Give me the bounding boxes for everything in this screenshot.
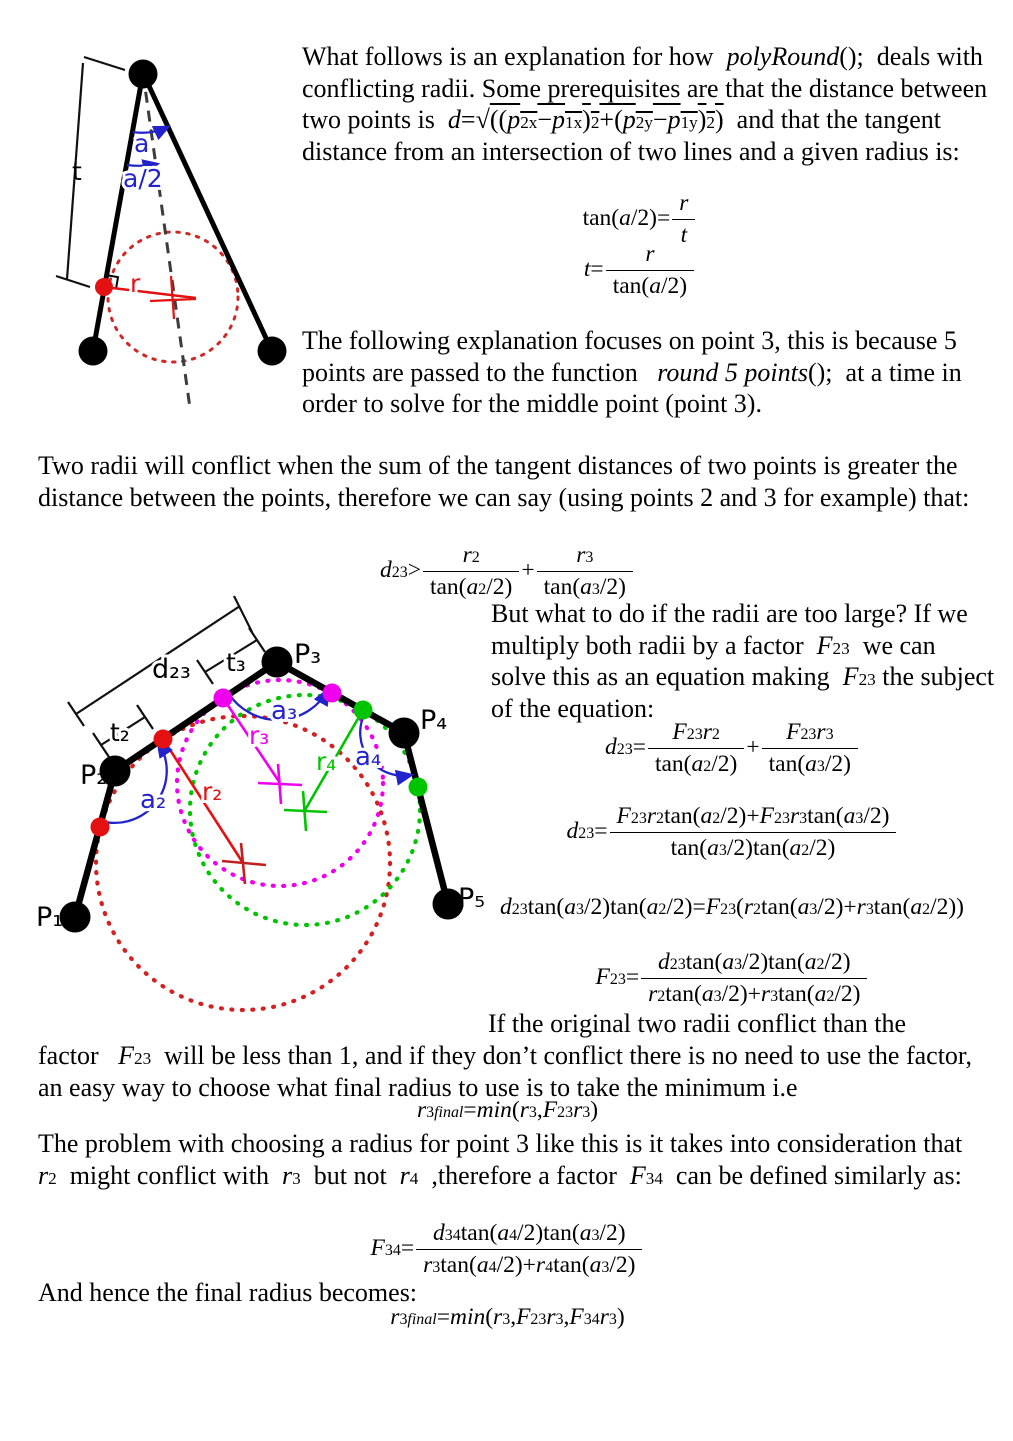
- angle-a-label: a: [134, 129, 150, 158]
- p3-label: P₃: [294, 639, 322, 670]
- tangent-point-dot: [95, 278, 113, 296]
- paragraph-problem-choosing: The problem with choosing a radius for point 3 like this is it takes into consideration that $r_2$ might conflict with $r_3$ but not $r_4$ ,therefore a factor $F_{34}$ can be defined similarly as:: [38, 1129, 969, 1190]
- a2-angle-label: a₂: [140, 785, 167, 815]
- tangent-dot-green-2: [409, 778, 428, 797]
- d23-dimension-label: d₂₃: [152, 654, 191, 685]
- equation-tan-half-angle: tan(a/2)= $\frac{r}{t}$: [495, 196, 785, 242]
- equation-f23-solved: $F_{23}=$ $\frac{d_{23}\tan(a_3/2)\tan(a_2/2)}{r_2\tan(a_3/2)+r_3\tan(a_2/2)}$: [570, 947, 895, 1009]
- tangent-dot-red-1: [91, 818, 110, 837]
- t3-dimension-label: t₃: [226, 648, 246, 677]
- paragraph-focus-point3: The following explanation focuses on point 3, this is because 5 points are passed to the function round 5 points(); at a time in order to solve for the middle point (point 3).: [302, 326, 962, 419]
- angle-a-half-label: a/2: [123, 164, 163, 193]
- tangent-dot-magenta-1: [214, 689, 233, 708]
- t-dimension-label: t: [72, 157, 82, 186]
- vertex-dot-bottom-right: [258, 337, 287, 366]
- a3-angle-label: a₃: [271, 696, 298, 726]
- equation-f34-solved: $F_{34}=$ $\frac{d_{34}\tan(a_4/2)\tan(a_3/2)}{r_3\tan(a_4/2)+r_4\tan(a_3/2)}$: [345, 1218, 670, 1280]
- r2-label: r₂: [202, 777, 223, 806]
- polyline-p1-p5: [75, 662, 448, 917]
- vertex-dot-top: [129, 60, 158, 89]
- equation-d23-single-fraction: $d_{23}=$ $\frac{F_{23}r_2\tan(a_2/2)+F_{23}r_3\tan(a_3/2)}{\tan(a_3/2)\tan(a_2/2)}$: [555, 801, 910, 863]
- equation-d23-expanded: $d_{23}\tan(a_3/2)\tan(a_2/2)=F_{23}(r_2\tan(a_3/2)+r_3\tan(a_2/2))$: [499, 894, 965, 921]
- a4-angle-label: a₄: [355, 742, 382, 772]
- equation-t-from-r: t= $\frac{r}{\tan(a/2)}$: [495, 243, 785, 297]
- equation-r3final-min2: $r_{3final}=\min(r_3,F_{23}r_3)$: [416, 1097, 599, 1124]
- vertex-dot-p3: [262, 647, 293, 678]
- t-dimension: [56, 57, 125, 287]
- radius-label: r: [130, 269, 141, 298]
- left-edge-line: [93, 73, 143, 351]
- vertex-dot-p1: [60, 902, 91, 933]
- r3-label: r₃: [249, 721, 270, 750]
- paragraph-if-original: If the original two radii conflict than the: [488, 1009, 907, 1038]
- t2-dimension-label: t₂: [110, 718, 130, 747]
- tangent-dot-magenta-2: [323, 684, 342, 703]
- vertex-dot-bottom-left: [79, 337, 108, 366]
- p2-label: P₂: [80, 760, 108, 791]
- angle-tangent-diagram: [30, 35, 310, 430]
- radius-line: [104, 287, 196, 298]
- vertex-dot-p4: [389, 718, 420, 749]
- equation-d23-inequality: $d_{23}>$ $\frac{r_2}{\tan(a_2/2)}$ + $\frac{r_3}{\tan(a_3/2)}$: [350, 542, 665, 600]
- paragraph-factor-less-than-one: factor $F_{23}$ will be less than 1, and if they don’t conflict there is no need to use the factor, an easy way to choose what final radius to use is to take the minimum i.e: [38, 1041, 973, 1102]
- paragraph-and-hence: And hence the final radius becomes:: [38, 1278, 418, 1307]
- tangent-dot-red-2: [154, 730, 173, 749]
- paragraph-but-what: But what to do if the radii are too large? If we multiply both radii by a factor $F_{23}$ we can solve this as an equation making $F_{23}$ the subject of the equation:: [491, 599, 995, 723]
- p5-label: P₅: [458, 883, 486, 914]
- p4-label: P₄: [420, 705, 448, 736]
- paragraph-intro: What follows is an explanation for how polyRound(); deals with conflicting radii. Some prerequisites are that the distance between two points is $d=√((p_{2x}-p_{1x})^2+(p_{2y}-p_{1y})^2)$ and that the tangent distance from an intersection of two lines and a given radius is:: [302, 42, 988, 166]
- polygon-rounding-diagram: [28, 593, 508, 1038]
- p1-label: P₁: [36, 902, 64, 933]
- equation-r3final-min3: $r_{3final}=\min(r_3,F_{23}r_3,F_{34}r_3)$: [390, 1304, 625, 1331]
- r4-label: r₄: [316, 747, 337, 776]
- tangent-dot-green-1: [354, 701, 373, 720]
- equation-d23-with-factor: $d_{23}=$ $\frac{F_{23}r_2}{\tan(a_2/2)}$ + $\frac{F_{23}r_3}{\tan(a_3/2)}$: [590, 719, 875, 777]
- paragraph-two-radii-conflict: Two radii will conflict when the sum of the tangent distances of two points is greater the distance between the points, therefore we can say (using points 2 and 3 for example) that:: [38, 451, 970, 512]
